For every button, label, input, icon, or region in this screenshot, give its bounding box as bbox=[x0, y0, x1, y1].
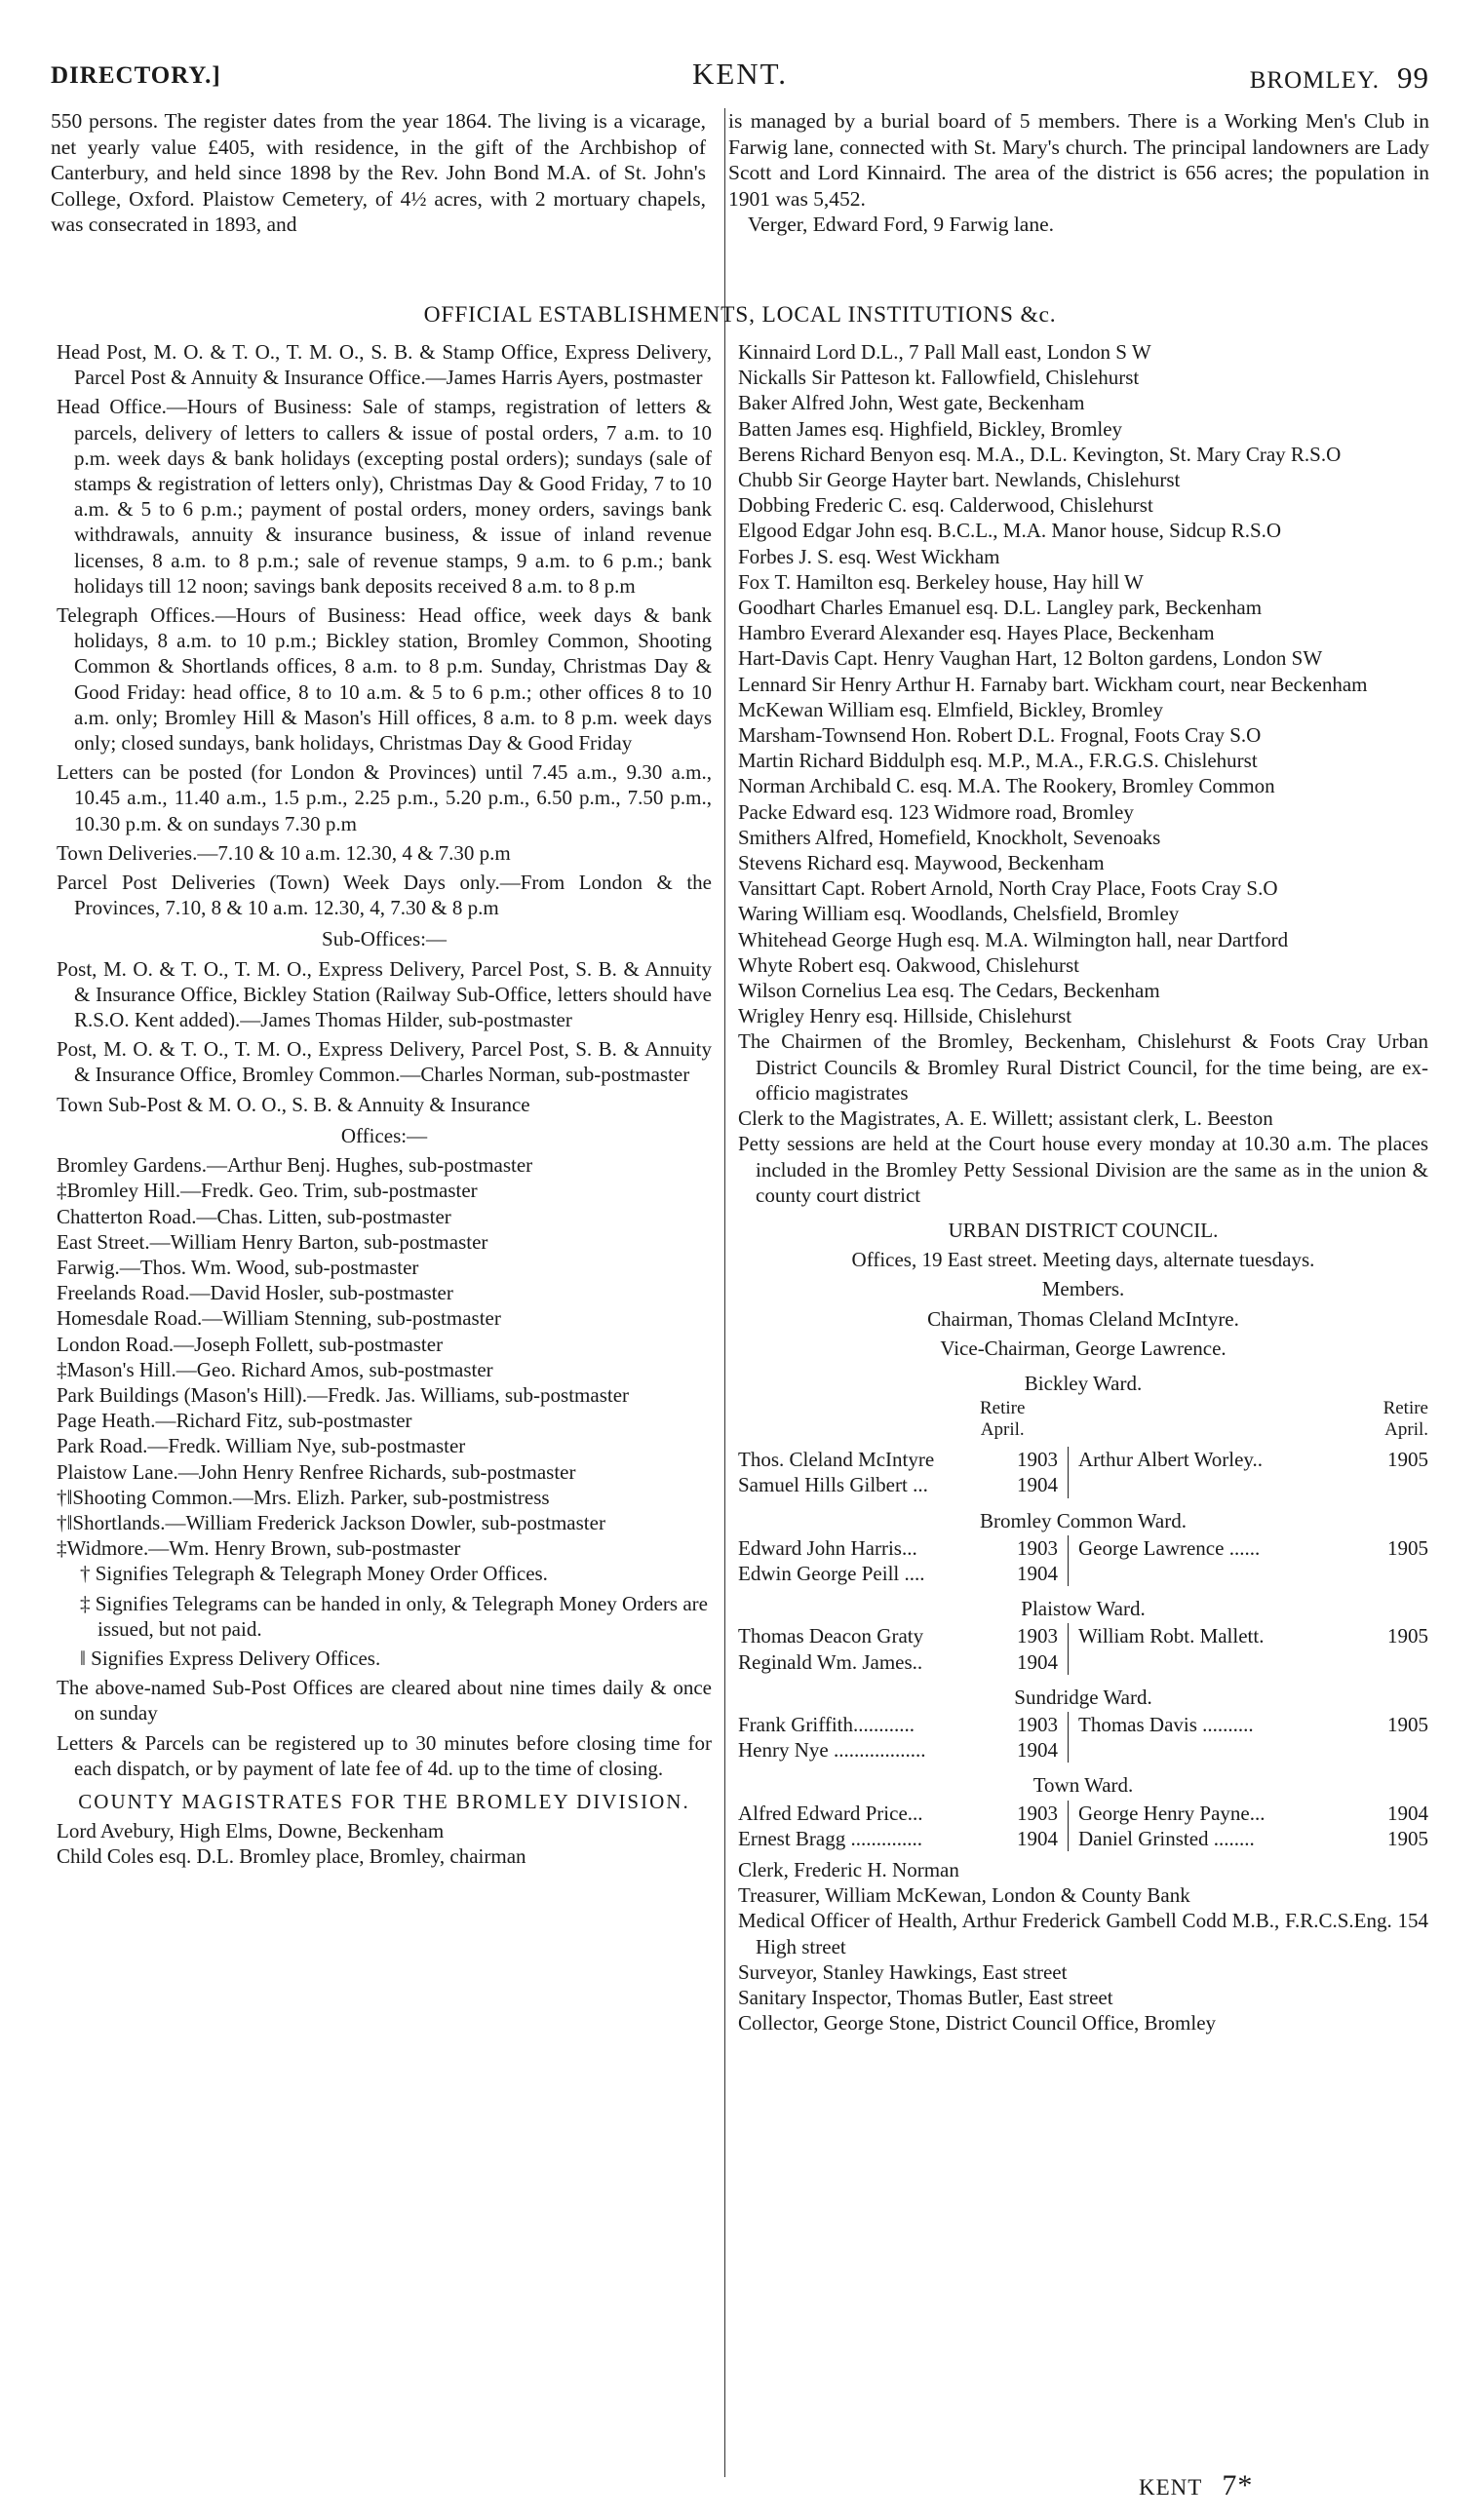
office-entry: ‡Bromley Hill.—Fredk. Geo. Trim, sub-postmaster bbox=[57, 1179, 478, 1203]
retire-year: 1904 bbox=[1017, 1738, 1058, 1763]
april-label: April. bbox=[980, 1419, 1025, 1441]
office-entry: Farwig.—Thos. Wm. Wood, sub-postmaster bbox=[57, 1255, 419, 1279]
ward-member-row bbox=[738, 1623, 1058, 1648]
member-name: Thomas Deacon Graty bbox=[738, 1624, 924, 1648]
retire-year: 1904 bbox=[1387, 1801, 1428, 1825]
magistrates-list bbox=[738, 339, 1428, 1208]
magistrate-entry: Stevens Richard esq. Maywood, Beckenham bbox=[738, 851, 1105, 875]
ward-title: Town Ward. bbox=[1032, 1773, 1134, 1798]
member-name: Arthur Albert Worley.. bbox=[1078, 1448, 1264, 1472]
magistrate-entry: Whyte Robert esq. Oakwood, Chislehurst bbox=[738, 952, 1079, 977]
ward-member-row bbox=[1078, 1826, 1428, 1851]
intro-paragraph bbox=[51, 108, 1429, 290]
header-place: BROMLEY. bbox=[1249, 67, 1380, 94]
ward-right-members bbox=[1078, 1535, 1428, 1586]
magistrate-entry: Whitehead George Hugh esq. M.A. Wilmington hall, near Dartford bbox=[738, 927, 1289, 951]
office-entry: Park Road.—Fredk. William Nye, sub-postmaster bbox=[57, 1434, 466, 1458]
magistrate-entry: Nickalls Sir Patteson kt. Fallowfield, Chislehurst bbox=[738, 366, 1140, 390]
ward-right-members bbox=[1078, 1712, 1428, 1763]
office-note: ‡ Signifies Telegrams can be handed in only, & Telegraph Money Orders are issued, but not paid. bbox=[80, 1591, 708, 1641]
office-entry: Park Buildings (Mason's Hill).—Fredk. Jas. Williams, sub-postmaster bbox=[57, 1382, 630, 1407]
magistrate-entry: Hart-Davis Capt. Henry Vaughan Hart, 12 Bolton gardens, London SW bbox=[738, 646, 1323, 671]
ward-divider bbox=[1068, 1801, 1069, 1851]
council-officer: Medical Officer of Health, Arthur Frederick Gambell Codd M.B., F.R.C.S.Eng. 154 High street bbox=[738, 1909, 1428, 1958]
magistrate-entry: Clerk to the Magistrates, A. E. Willett; assistant clerk, L. Beeston bbox=[738, 1106, 1273, 1131]
ward-divider bbox=[1068, 1712, 1069, 1763]
magistrate-entry: Marsham-Townsend Hon. Robert D.L. Frognal, Foots Cray S.O bbox=[738, 723, 1262, 748]
ward-title: Bickley Ward. bbox=[1024, 1371, 1143, 1395]
retire-year: 1904 bbox=[1017, 1826, 1058, 1850]
ward-title: Sundridge Ward. bbox=[1014, 1685, 1152, 1709]
member-name: Thomas Davis .......... bbox=[1078, 1712, 1254, 1736]
post-office-entry: Letters can be posted (for London & Provinces) until 7.45 a.m., 9.30 a.m., 10.45 a.m., 11.40 a.m., 1.5 p.m., 2.25 p.m., 5.20 p.m., 6.50 p.m., 7.50 p.m., 10.30 p.m. & on sundays 7.30 p.m bbox=[57, 760, 712, 835]
ward-member-row bbox=[1078, 1447, 1428, 1472]
magistrate-entry: Child Coles esq. D.L. Bromley place, Bromley, chairman bbox=[57, 1844, 526, 1869]
ward-right-members bbox=[1078, 1801, 1428, 1851]
retire-header bbox=[738, 1398, 1428, 1447]
magistrate-entry: Martin Richard Biddulph esq. M.P., M.A., F.R.G.S. Chislehurst bbox=[738, 749, 1258, 773]
council-vice-chairman: Vice-Chairman, George Lawrence. bbox=[940, 1336, 1227, 1360]
post-office-entries bbox=[57, 339, 712, 920]
ward-divider bbox=[1068, 1623, 1069, 1674]
retire-year: 1903 bbox=[1017, 1624, 1058, 1648]
offices-notes bbox=[57, 1561, 712, 1671]
council-offices: Offices, 19 East street. Meeting days, alternate tuesdays. bbox=[851, 1248, 1315, 1272]
magistrate-entry: Waring William esq. Woodlands, Chelsfield, Bromley bbox=[738, 902, 1180, 926]
post-office-entry: Head Post, M. O. & T. O., T. M. O., S. B. & Stamp Office, Express Delivery, Parcel Post & Annuity & Insurance Office.—James Harris Ayers, postmaster bbox=[57, 340, 712, 390]
verger-line: Verger, Edward Ford, 9 Farwig lane. bbox=[748, 213, 1054, 236]
office-entry: Homesdale Road.—William Stenning, sub-postmaster bbox=[57, 1306, 501, 1331]
post-office-entry: Head Office.—Hours of Business: Sale of stamps, registration of letters & parcels, delivery of letters to callers & issue of postal orders, 7 a.m. to 10 p.m. week days & bank holidays (excepting postal orders); sundays (sale of stamps & registration of letters only), Christmas Day & Good Friday, 7 to 10 a.m. & 5 to 6 p.m.; payment of postal orders, money orders, savings bank withdrawals, annuity & insurance business, & issue of inland revenue licenses, 8 a.m. to 8 p.m.; sale of revenue stamps, 9 a.m. to 6 p.m.; bank holidays till 12 noon; savings bank deposits received 8 a.m. to 8 p.m bbox=[57, 395, 712, 598]
header-right bbox=[1250, 60, 1429, 96]
office-entry: Chatterton Road.—Chas. Litten, sub-postmaster bbox=[57, 1204, 451, 1228]
ward-right-members bbox=[1078, 1447, 1428, 1497]
closing-note: Letters & Parcels can be registered up to 30 minutes before closing time for each dispatch, or by payment of late fee of 4d. up to the time of closing. bbox=[57, 1730, 712, 1780]
office-entry: East Street.—William Henry Barton, sub-postmaster bbox=[57, 1229, 488, 1254]
ward-divider bbox=[1068, 1447, 1069, 1497]
retire-year: 1903 bbox=[1017, 1801, 1058, 1825]
retire-right-label bbox=[1383, 1398, 1428, 1441]
intro-left bbox=[51, 108, 706, 238]
retire-year: 1905 bbox=[1387, 1535, 1428, 1560]
ward-member-row bbox=[738, 1801, 1058, 1826]
ward-members-table bbox=[738, 1712, 1428, 1763]
council-officer: Surveyor, Stanley Hawkings, East street bbox=[738, 1959, 1068, 1984]
ward-member-row bbox=[1078, 1535, 1428, 1561]
magistrate-entry: Norman Archibald C. esq. M.A. The Rookery, Bromley Common bbox=[738, 774, 1275, 798]
ward-member-row bbox=[738, 1737, 1058, 1763]
magistrate-entry: Goodhart Charles Emanuel esq. D.L. Langley park, Beckenham bbox=[738, 596, 1263, 620]
offices-list bbox=[57, 1152, 712, 1561]
ward-left-members bbox=[738, 1712, 1058, 1763]
ward-members-table bbox=[738, 1801, 1428, 1851]
magistrate-entry: Elgood Edgar John esq. B.C.L., M.A. Manor house, Sidcup R.S.O bbox=[738, 519, 1282, 543]
retire-year: 1904 bbox=[1017, 1649, 1058, 1674]
page-header bbox=[51, 57, 1429, 96]
sub-office-entry: Town Sub-Post & M. O. O., S. B. & Annuity & Insurance bbox=[57, 1092, 530, 1116]
member-name: Ernest Bragg .............. bbox=[738, 1826, 922, 1850]
ward-members-table bbox=[738, 1535, 1428, 1586]
magistrate-entry: Chubb Sir George Hayter bart. Newlands, Chislehurst bbox=[738, 468, 1181, 492]
magistrate-entry: Petty sessions are held at the Court house every monday at 10.30 a.m. The places included in the Bromley Petty Sessional Division are the same as in the union & county court district bbox=[738, 1132, 1428, 1207]
april-label: April. bbox=[1384, 1419, 1428, 1441]
magistrate-entry: Wilson Cornelius Lea esq. The Cedars, Beckenham bbox=[738, 979, 1160, 1003]
members-label: Members. bbox=[1041, 1277, 1125, 1301]
ward-left-members bbox=[738, 1535, 1058, 1586]
post-office-entry: Parcel Post Deliveries (Town) Week Days only.—From London & the Provinces, 7.10, 8 & 10 a.m. 12.30, 4, 7.30 & 8 p.m bbox=[57, 871, 712, 920]
sub-office-entry: Post, M. O. & T. O., T. M. O., Express Delivery, Parcel Post, S. B. & Annuity & Insurance Office, Bickley Station (Railway Sub-Office, letters should have R.S.O. Kent added).—James Thomas Hilder, sub-postmaster bbox=[57, 956, 712, 1032]
section-title: OFFICIAL ESTABLISHMENTS, LOCAL INSTITUTIONS &c. bbox=[423, 302, 1057, 328]
magistrate-entry: Hambro Everard Alexander esq. Hayes Place, Beckenham bbox=[738, 621, 1215, 645]
council-officer: Treasurer, William McKewan, London & County Bank bbox=[738, 1883, 1190, 1908]
office-note: † Signifies Telegraph & Telegraph Money Order Offices. bbox=[80, 1562, 548, 1586]
magistrate-entry: Fox T. Hamilton esq. Berkeley house, Hay hill W bbox=[738, 569, 1144, 594]
magistrate-entry: Lennard Sir Henry Arthur H. Farnaby bart. Wickham court, near Beckenham bbox=[738, 672, 1368, 696]
footer-text: KENT bbox=[1139, 2475, 1203, 2500]
member-name: Alfred Edward Price... bbox=[738, 1801, 923, 1825]
member-name: Daniel Grinsted ........ bbox=[1078, 1826, 1255, 1850]
magistrate-entry: McKewan William esq. Elmfield, Bickley, Bromley bbox=[738, 697, 1163, 721]
office-note: ‖ Signifies Express Delivery Offices. bbox=[80, 1646, 381, 1670]
intro-left-text: 550 persons. The register dates from the year 1864. The living is a vicarage, net yearly value £405, with residence, in the gift of the Archbishop of Canterbury, and held since 1898 by the Rev. John Bond M.A. of St. John's College, Oxford. Plaistow Cemetery, of 4½ acres, with 2 mortuary chapels, was consecrated in 1893, and bbox=[51, 109, 706, 236]
retire-year: 1903 bbox=[1017, 1712, 1058, 1736]
ward-left-members bbox=[738, 1623, 1058, 1674]
retire-label: Retire bbox=[980, 1398, 1026, 1419]
council-officers bbox=[738, 1857, 1428, 2035]
retire-year: 1905 bbox=[1387, 1448, 1428, 1472]
ward-title: Plaistow Ward. bbox=[1021, 1597, 1146, 1621]
office-entry: London Road.—Joseph Follett, sub-postmaster bbox=[57, 1332, 444, 1356]
page-number: 99 bbox=[1397, 60, 1429, 95]
magistrate-entry: Dobbing Frederic C. esq. Calderwood, Chislehurst bbox=[738, 493, 1153, 518]
magistrates-heading: COUNTY MAGISTRATES FOR THE BROMLEY DIVISION. bbox=[78, 1789, 690, 1813]
council-heading: URBAN DISTRICT COUNCIL. bbox=[948, 1218, 1219, 1242]
member-name: Reginald Wm. James.. bbox=[738, 1649, 923, 1674]
ward-left-members bbox=[738, 1447, 1058, 1497]
office-entry: ‡Widmore.—Wm. Henry Brown, sub-postmaster bbox=[57, 1536, 461, 1561]
magistrate-entry: The Chairmen of the Bromley, Beckenham, Chislehurst & Foots Cray Urban District Councils & Bromley Rural District Council, for the time being, are ex-officio magistrates bbox=[738, 1029, 1428, 1105]
ward-member-row bbox=[738, 1472, 1058, 1497]
ward-members-table bbox=[738, 1447, 1428, 1497]
magistrate-entry: Berens Richard Benyon esq. M.A., D.L. Kevington, St. Mary Cray R.S.O bbox=[738, 442, 1342, 466]
sub-offices-list bbox=[57, 956, 712, 1117]
ward-left-members bbox=[738, 1801, 1058, 1851]
footer-signature: 7* bbox=[1222, 2469, 1254, 2501]
retire-year: 1905 bbox=[1387, 1826, 1428, 1850]
ward-member-row bbox=[1078, 1623, 1428, 1648]
office-entry: Page Heath.—Richard Fitz, sub-postmaster bbox=[57, 1409, 412, 1433]
closing-notes bbox=[57, 1675, 712, 1781]
magistrate-entry: Packe Edward esq. 123 Widmore road, Bromley bbox=[738, 799, 1134, 824]
ward-member-row bbox=[1078, 1801, 1428, 1826]
office-entry: ‡Mason's Hill.—Geo. Richard Amos, sub-postmaster bbox=[57, 1357, 493, 1381]
member-name: Samuel Hills Gilbert ... bbox=[738, 1473, 928, 1497]
council-officer: Collector, George Stone, District Council Office, Bromley bbox=[738, 2011, 1217, 2035]
retire-year: 1905 bbox=[1387, 1712, 1428, 1736]
ward-member-row bbox=[738, 1447, 1058, 1472]
office-entry: Bromley Gardens.—Arthur Benj. Hughes, sub-postmaster bbox=[57, 1153, 533, 1178]
ward-title: Bromley Common Ward. bbox=[980, 1508, 1187, 1532]
retire-year: 1905 bbox=[1387, 1624, 1428, 1648]
member-name: George Lawrence ...... bbox=[1078, 1535, 1261, 1560]
member-name: Edwin George Peill .... bbox=[738, 1561, 925, 1585]
magistrates-list-start bbox=[57, 1818, 712, 1869]
ward-member-row bbox=[738, 1649, 1058, 1675]
member-name: Thos. Cleland McIntyre bbox=[738, 1448, 935, 1472]
retire-left-label bbox=[980, 1398, 1025, 1441]
ward-member-row bbox=[1078, 1712, 1428, 1737]
magistrate-entry: Wrigley Henry esq. Hillside, Chislehurst bbox=[738, 1004, 1072, 1028]
magistrate-entry: Smithers Alfred, Homefield, Knockholt, Sevenoaks bbox=[738, 825, 1161, 849]
member-name: Edward John Harris... bbox=[738, 1535, 917, 1560]
member-name: Henry Nye .................. bbox=[738, 1738, 926, 1763]
council-officer: Sanitary Inspector, Thomas Butler, East street bbox=[738, 1985, 1113, 2009]
ward-member-row bbox=[738, 1826, 1058, 1851]
magistrate-entry: Vansittart Capt. Robert Arnold, North Cray Place, Foots Cray S.O bbox=[738, 876, 1278, 901]
council-chairman: Chairman, Thomas Cleland McIntyre. bbox=[927, 1306, 1239, 1331]
sub-office-entry: Post, M. O. & T. O., T. M. O., Express Delivery, Parcel Post, S. B. & Annuity & Insurance Office, Bromley Common.—Charles Norman, sub-postmaster bbox=[57, 1037, 712, 1087]
office-entry: Freelands Road.—David Hosler, sub-postmaster bbox=[57, 1281, 453, 1305]
wards-list bbox=[738, 1371, 1428, 1851]
column-divider bbox=[724, 108, 725, 2477]
page-footer bbox=[1139, 2469, 1253, 2502]
post-office-entry: Telegraph Offices.—Hours of Business: Head office, week days & bank holidays, 8 a.m. to 10 p.m.; Bickley station, Bromley Common, Shooting Common & Shortlands offices, 8 a.m. to 8 p.m. Sunday, Christmas Day & Good Friday: head office, 8 to 10 a.m. & 5 to 6 p.m.; other offices 8 to 10 a.m. only; Bromley Hill & Mason's Hill offices, 8 a.m. to 8 p.m. week days only; closed sundays, bank holidays, Christmas Day & Good Friday bbox=[57, 603, 712, 756]
left-column bbox=[57, 339, 712, 1870]
retire-year: 1904 bbox=[1017, 1473, 1058, 1497]
office-entry: Plaistow Lane.—John Henry Renfree Richards, sub-postmaster bbox=[57, 1459, 576, 1484]
retire-year: 1903 bbox=[1017, 1535, 1058, 1560]
magistrate-entry: Batten James esq. Highfield, Bickley, Bromley bbox=[738, 416, 1123, 441]
retire-year: 1903 bbox=[1017, 1448, 1058, 1472]
sub-offices-heading: Sub-Offices:— bbox=[322, 927, 447, 951]
ward-divider bbox=[1068, 1535, 1069, 1586]
intro-right-text: is managed by a burial board of 5 members. There is a Working Men's Club in Farwig lane, connected with St. Mary's church. The principal landowners are Lady Scott and Lord Kinnaird. The area of the district is 656 acres; the population in 1901 was 5,452. bbox=[728, 109, 1429, 211]
retire-year: 1904 bbox=[1017, 1561, 1058, 1585]
ward-member-row bbox=[738, 1712, 1058, 1737]
ward-members-table bbox=[738, 1623, 1428, 1674]
intro-right bbox=[728, 108, 1429, 238]
magistrate-entry: Kinnaird Lord D.L., 7 Pall Mall east, London S W bbox=[738, 340, 1151, 364]
magistrate-entry: Forbes J. S. esq. West Wickham bbox=[738, 544, 1000, 568]
member-name: William Robt. Mallett. bbox=[1078, 1624, 1265, 1648]
magistrate-entry: Lord Avebury, High Elms, Downe, Beckenham bbox=[57, 1819, 445, 1843]
header-left: DIRECTORY.] bbox=[51, 62, 221, 89]
office-entry: †‖Shortlands.—William Frederick Jackson Dowler, sub-postmaster bbox=[57, 1510, 605, 1534]
closing-note: The above-named Sub-Post Offices are cleared about nine times daily & once on sunday bbox=[57, 1676, 712, 1725]
member-name: Frank Griffith............ bbox=[738, 1712, 915, 1736]
retire-label: Retire bbox=[1383, 1398, 1428, 1419]
magistrate-entry: Baker Alfred John, West gate, Beckenham bbox=[738, 391, 1085, 415]
post-office-entry: Town Deliveries.—7.10 & 10 a.m. 12.30, 4 & 7.30 p.m bbox=[57, 840, 511, 865]
offices-heading: Offices:— bbox=[340, 1123, 428, 1147]
office-entry: †‖Shooting Common.—Mrs. Elizh. Parker, sub-postmistress bbox=[57, 1485, 550, 1509]
ward-member-row bbox=[738, 1561, 1058, 1586]
member-name: George Henry Payne... bbox=[1078, 1801, 1266, 1825]
header-title: KENT. bbox=[691, 57, 789, 91]
ward-right-members bbox=[1078, 1623, 1428, 1674]
ward-member-row bbox=[738, 1535, 1058, 1561]
council-officer: Clerk, Frederic H. Norman bbox=[738, 1857, 959, 1881]
right-column bbox=[738, 339, 1428, 2035]
